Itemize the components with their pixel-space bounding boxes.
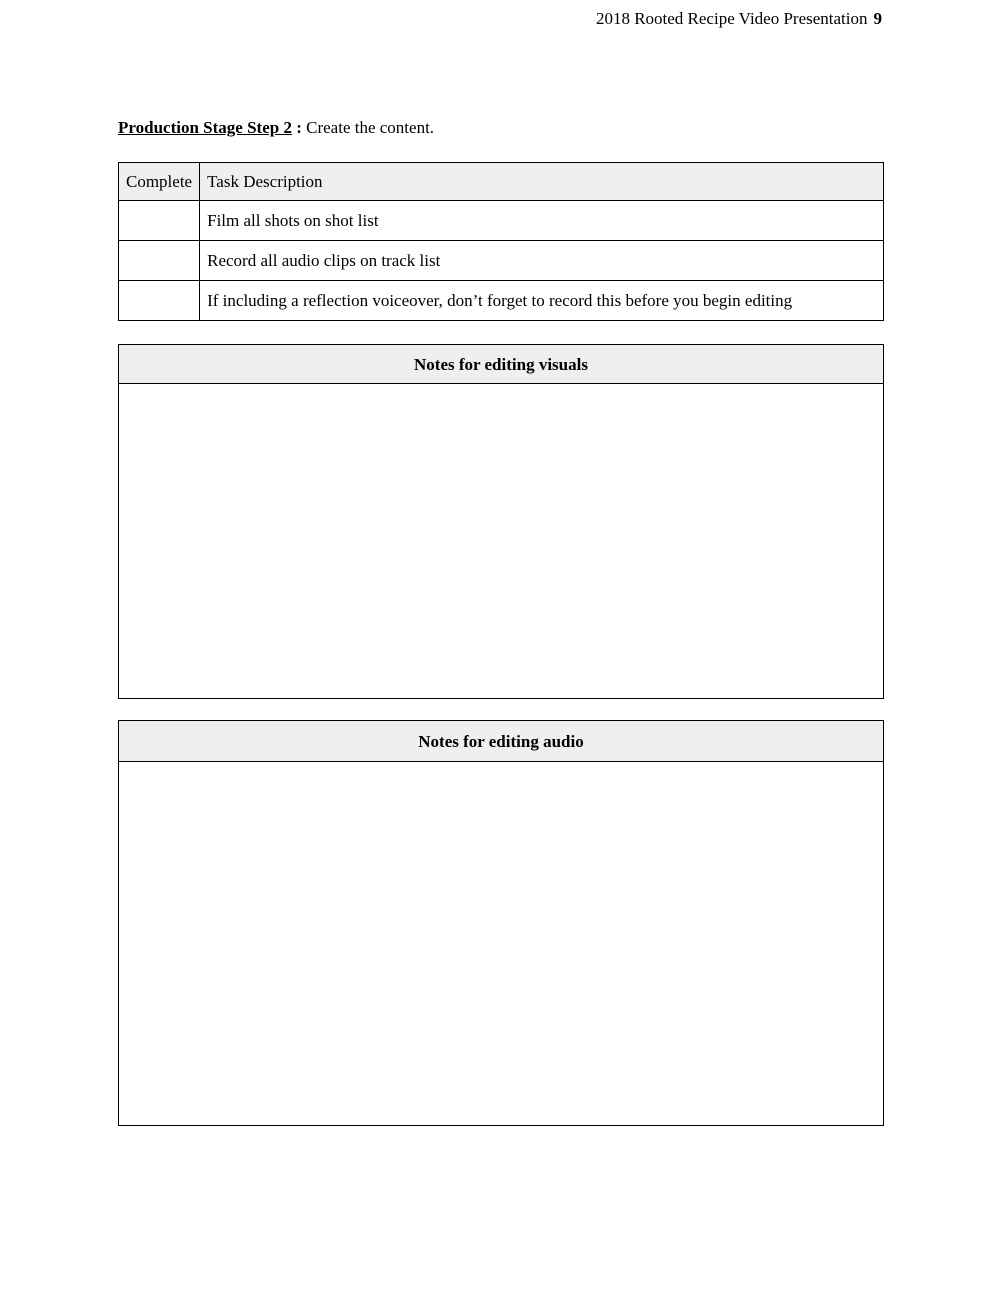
task-description-cell: If including a reflection voiceover, don’t forget to record this before you begin editing	[200, 281, 884, 321]
document-title: 2018 Rooted Recipe Video Presentation	[595, 9, 868, 28]
notes-audio-box	[118, 720, 884, 1126]
complete-checkbox-cell[interactable]	[119, 201, 200, 241]
step-colon: :	[291, 118, 302, 137]
page-number: 9	[873, 9, 882, 28]
step-description: Create the content.	[301, 118, 435, 137]
complete-checkbox-cell[interactable]	[119, 281, 200, 321]
task-checklist-table	[118, 162, 884, 321]
table-row	[119, 241, 884, 281]
task-description-cell: Record all audio clips on track list	[200, 241, 884, 281]
notes-visuals-box	[118, 344, 884, 699]
table-row	[119, 201, 884, 241]
column-header-complete: Complete	[119, 163, 200, 201]
column-header-task-description: Task Description	[200, 163, 884, 201]
table-header-row	[119, 163, 884, 201]
step-label: Production Stage Step 2	[118, 118, 292, 137]
notes-visuals-title: Notes for editing visuals	[119, 345, 883, 384]
running-header	[596, 8, 882, 30]
complete-checkbox-cell[interactable]	[119, 241, 200, 281]
step-heading	[118, 117, 434, 139]
notes-audio-title: Notes for editing audio	[119, 721, 883, 762]
table-row	[119, 281, 884, 321]
task-description-cell: Film all shots on shot list	[200, 201, 884, 241]
